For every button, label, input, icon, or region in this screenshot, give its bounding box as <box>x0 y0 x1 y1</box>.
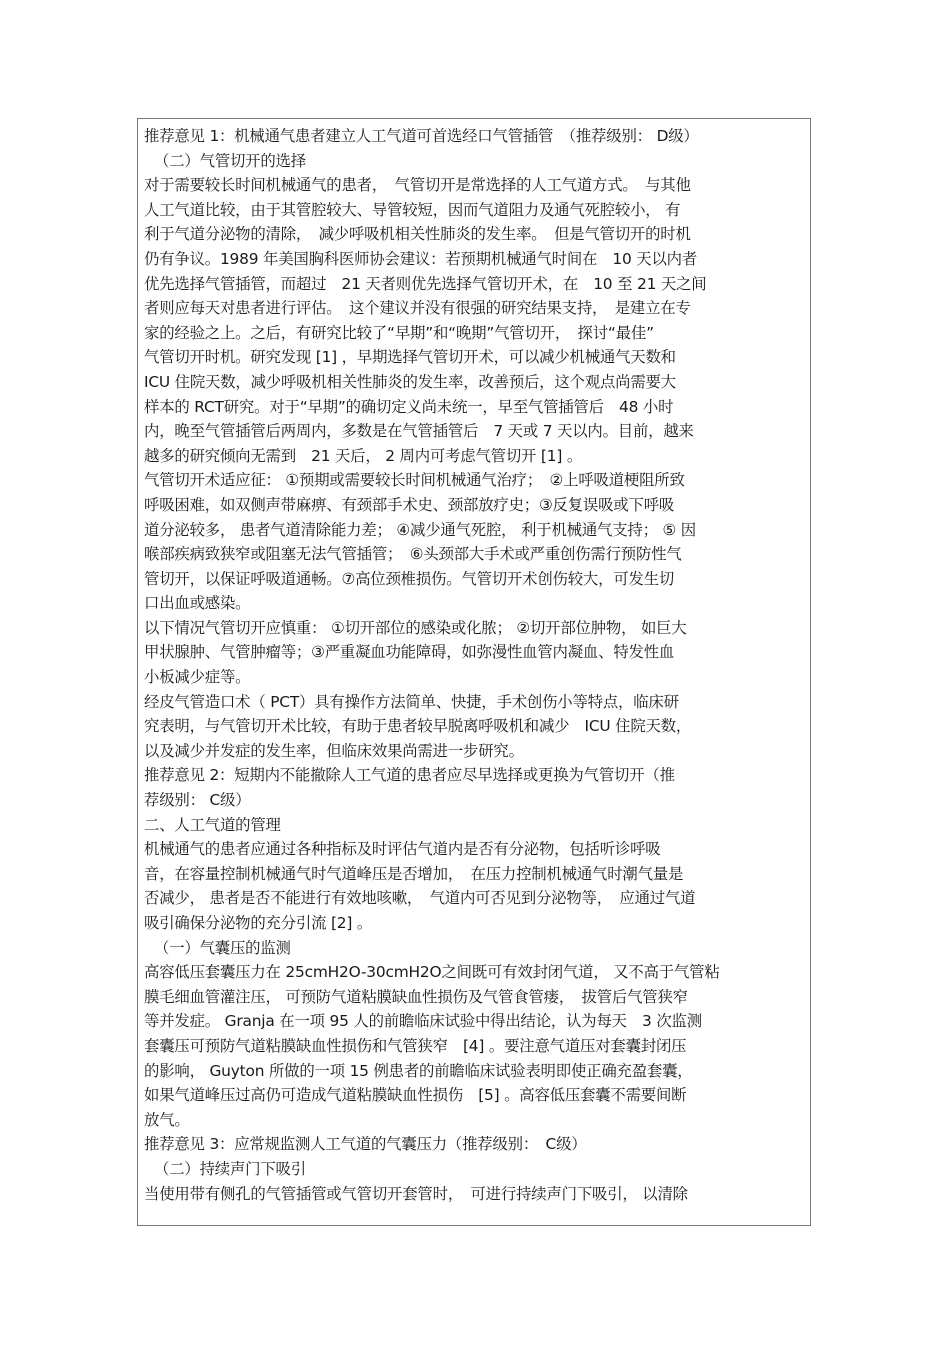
text-line: 推荐意见 3：应常规监测人工气道的气囊压力（推荐级别： C级） <box>144 1135 587 1154</box>
text-line: 吸引确保分泌物的充分引流 [2] 。 <box>144 914 373 932</box>
text-line: 放气。 <box>144 1110 190 1129</box>
text-line: 究表明，与气管切开术比较，有助于患者较早脱离呼吸机和减少 ICU 住院天数， <box>144 717 692 736</box>
text-line: 机械通气的患者应通过各种指标及时评估气道内是否有分泌物，包括听诊呼吸 <box>144 840 661 859</box>
text-line: 以下情况气管切开应慎重： ①切开部位的感染或化脓； ②切开部位肿物， 如巨大 <box>144 618 687 637</box>
text-line: 气管切开术适应征： ①预期或需要较长时间机械通气治疗； ②上呼吸道梗阻所致 <box>144 471 685 490</box>
text-line: 者则应每天对患者进行评估。 这个建议并没有很强的研究结果支持， 是建立在专 <box>144 299 691 318</box>
text-line: 推荐意见 1：机械通气患者建立人工气道可首选经口气管插管 （推荐级别： D级） <box>144 127 699 145</box>
text-line: 的影响， Guyton 所做的一项 15 例患者的前瞻临床试验表明即使正确充盈套囊， <box>144 1061 693 1080</box>
text-line: 等并发症。 Granja 在一项 95 人的前瞻临床试验中得出结论，认为每天 3 次监测 <box>144 1012 702 1031</box>
text-line: 利于气道分泌物的清除， 减少呼吸机相关性肺炎的发生率。 但是气管切开的时机 <box>144 225 691 244</box>
text-line: 内，晚至气管插管后两周内，多数是在气管插管后 7 天或 7 天以内。目前，越来 <box>144 422 694 441</box>
text-line: 如果气道峰压过高仍可造成气道粘膜缺血性损伤 [5] 。高容低压套囊不需要间断 <box>144 1086 687 1105</box>
text-line: 否减少， 患者是否不能进行有效地咳嗽， 气道内可否见到分泌物等， 应通过气道 <box>144 889 696 908</box>
text-line: 以及减少并发症的发生率，但临床效果尚需进一步研究。 <box>144 741 524 760</box>
text-line: 喉部疾病致狭窄或阻塞无法气管插管； ⑥头颈部大手术或严重创伤需行预防性气 <box>144 545 682 564</box>
text-line: 甲状腺肿、气管肿瘤等；③严重凝血功能障碍，如弥漫性血管内凝血、特发性血 <box>144 643 675 662</box>
text-line: 呼吸困难，如双侧声带麻痹、有颈部手术史、颈部放疗史；③反复误吸或下呼吸 <box>144 495 675 514</box>
text-line: 口出血或感染。 <box>144 594 251 613</box>
text-line: （二）气管切开的选择 <box>154 151 306 170</box>
text-line: 推荐意见 2：短期内不能撤除人工气道的患者应尽早选择或更换为气管切开（推 <box>144 766 675 785</box>
text-line: 高容低压套囊压力在 25cmH2O-30cmH2O之间既可有效封闭气道， 又不高于气管粘 <box>144 963 720 982</box>
text-line: 当使用带有侧孔的气管插管或气管切开套管时， 可进行持续声门下吸引， 以清除 <box>144 1184 688 1203</box>
text-line: （二）持续声门下吸引 <box>154 1159 306 1178</box>
text-line: 仍有争议。1989 年美国胸科医师协会建议：若预期机械通气时间在 10 天以内者 <box>144 249 698 268</box>
text-line: 人工气道比较，由于其管腔较大、导管较短，因而气道阻力及通气死腔较小， 有 <box>144 200 681 219</box>
text-line: 小板减少症等。 <box>144 668 251 687</box>
text-line: 对于需要较长时间机械通气的患者， 气管切开是常选择的人工气道方式。 与其他 <box>144 176 691 195</box>
text-line: 越多的研究倾向无需到 21 天后， 2 周内可考虑气管切开 [1] 。 <box>144 446 583 465</box>
text-line: 道分泌较多， 患者气道清除能力差； ④减少通气死腔， 利于机械通气支持； ⑤ 因 <box>144 520 696 539</box>
text-line: 管切开，以保证呼吸道通畅。⑦高位颈椎损伤。气管切开术创伤较大，可发生切 <box>144 569 675 588</box>
text-line: ICU 住院天数，减少呼吸机相关性肺炎的发生率，改善预后，这个观点尚需要大 <box>144 372 676 391</box>
text-line: 样本的 RCT研究。对于“早期”的确切定义尚未统一，早至气管插管后 48 小时 <box>144 397 674 416</box>
text-line: 经皮气管造口术（ PCT）具有操作方法简单、快捷，手术创伤小等特点，临床研 <box>144 692 679 711</box>
text-line: 优先选择气管插管，而超过 21 天者则优先选择气管切开术，在 10 至 21 天之间 <box>144 274 707 293</box>
text-line: 气管切开时机。研究发现 [1] ，早期选择气管切开术，可以减少机械通气天数和 <box>144 348 676 367</box>
text-line: 荐级别： C级） <box>144 791 251 810</box>
text-line: 音，在容量控制机械通气时气道峰压是否增加， 在压力控制机械通气时潮气量是 <box>144 864 684 883</box>
text-line: （一）气囊压的监测 <box>154 938 291 957</box>
document-frame <box>137 118 811 1226</box>
text-line: 家的经验之上。之后，有研究比较了“早期”和“晚期”气管切开， 探讨“最佳” <box>144 323 654 342</box>
text-line: 膜毛细血管灌注压， 可预防气道粘膜缺血性损伤及气管食管瘘， 拔管后气管狭窄 <box>144 987 688 1006</box>
text-line: 二、人工气道的管理 <box>144 815 281 834</box>
text-line: 套囊压可预防气道粘膜缺血性损伤和气管狭窄 [4] 。要注意气道压对套囊封闭压 <box>144 1036 687 1055</box>
